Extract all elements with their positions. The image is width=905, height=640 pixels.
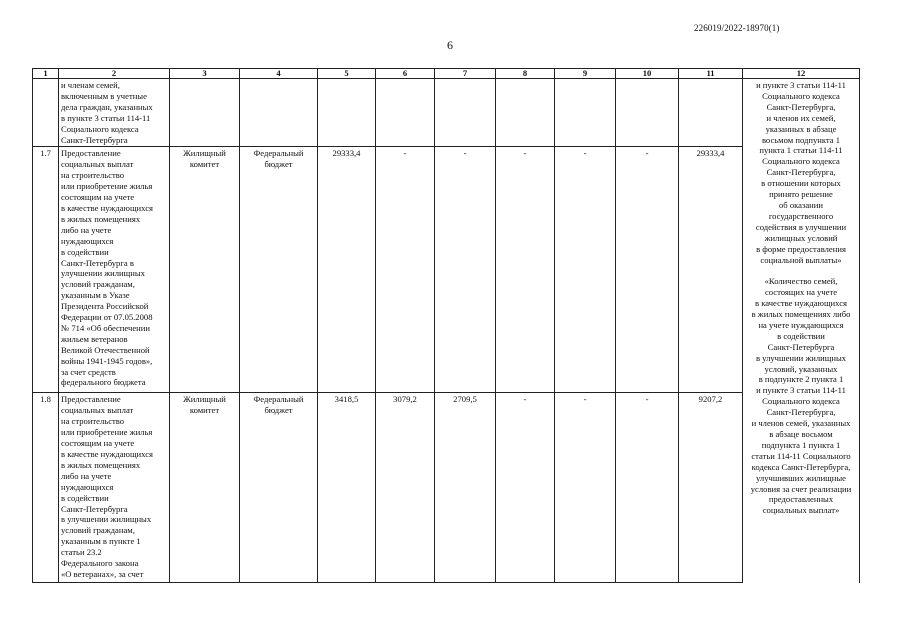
text-line: и членов их семей, bbox=[766, 112, 836, 123]
text-line: нуждающихся bbox=[61, 481, 114, 492]
text-line: войны 1941-1945 годов», bbox=[61, 355, 153, 366]
text-line: в абзаце восьмом bbox=[769, 429, 833, 439]
value-col5: 29333,4 bbox=[318, 147, 376, 393]
text-line: принято решение bbox=[769, 189, 833, 200]
text-line: за счет средств bbox=[61, 366, 116, 377]
value-col6: 3079,2 bbox=[376, 393, 435, 583]
text-line: указанным в пункте 1 bbox=[61, 536, 141, 547]
value-col9: - bbox=[555, 147, 616, 393]
text-line: на строительство bbox=[61, 416, 125, 427]
text-line: состоящим на учете bbox=[61, 192, 135, 203]
funding-source: Федеральный бюджет bbox=[240, 393, 318, 583]
column-header: 11 bbox=[679, 69, 743, 79]
indicator-description bbox=[743, 79, 860, 583]
text-line: нуждающихся bbox=[61, 235, 114, 246]
text-line: в форме предоставления bbox=[756, 243, 846, 254]
text-line: Предоставление bbox=[61, 394, 121, 405]
text-line: указанным в Указе bbox=[61, 290, 130, 301]
column-header: 3 bbox=[170, 69, 240, 79]
text-line: в жилых помещениях bbox=[61, 459, 141, 470]
text-line: об оказании bbox=[779, 199, 823, 210]
text-line: Федерации от 07.05.2008 bbox=[61, 312, 153, 323]
row-description bbox=[59, 79, 170, 147]
text-line: или приобретение жилья bbox=[61, 181, 153, 192]
column-header: 9 bbox=[555, 69, 616, 79]
value-col11: 9207,2 bbox=[679, 393, 743, 583]
text-line: на учете нуждающихся bbox=[758, 319, 844, 330]
value-col7: - bbox=[435, 147, 496, 393]
text-line: в отношении которых bbox=[761, 178, 841, 189]
text-line: дела граждан, указанных bbox=[61, 101, 153, 112]
text-line: социальных выплат bbox=[61, 159, 134, 170]
text-line: и пункте 3 статьи 114-11 bbox=[756, 80, 846, 90]
column-header: 12 bbox=[743, 69, 860, 79]
text-line: предоставленных bbox=[768, 494, 834, 505]
text-line: условий, указанных bbox=[764, 363, 838, 374]
data-table bbox=[32, 68, 860, 583]
text-line: указанных в абзаце bbox=[765, 123, 837, 134]
value-col6: - bbox=[376, 147, 435, 393]
table-row-continued bbox=[33, 79, 860, 147]
text-line: Президента Российской bbox=[61, 301, 149, 312]
empty-cell bbox=[376, 79, 435, 147]
text-line: в качестве нуждающихся bbox=[61, 202, 153, 213]
text-line: улучшивших жилищные bbox=[756, 472, 846, 483]
text-line: состоящих на учете bbox=[764, 287, 838, 298]
page-number: 6 bbox=[447, 38, 453, 52]
text-line: № 714 «Об обеспечении bbox=[61, 322, 150, 333]
funding-source: Федеральный бюджет bbox=[240, 147, 318, 393]
text-line: Санкт-Петербурга bbox=[61, 503, 128, 514]
text-line: или приобретение жилья bbox=[61, 427, 153, 438]
text-line: социальных выплат bbox=[61, 405, 134, 416]
empty-cell bbox=[555, 79, 616, 147]
text-line: Социального кодекса bbox=[61, 123, 139, 134]
text-line: Предоставление bbox=[61, 148, 121, 159]
empty-cell bbox=[616, 79, 679, 147]
text-line: Великой Отечественной bbox=[61, 344, 150, 355]
text-line: «О ветеранах», за счет bbox=[61, 568, 144, 579]
text-line: Социального кодекса bbox=[762, 156, 840, 167]
text-line: пункта 1 статьи 114-11 bbox=[759, 145, 843, 156]
value-col9: - bbox=[555, 393, 616, 583]
column-header: 8 bbox=[496, 69, 555, 79]
text-line: в пункте 3 статьи 114-11 bbox=[61, 112, 151, 123]
text-line: жильем ветеранов bbox=[61, 333, 128, 344]
text-line: Санкт-Петербурга, bbox=[766, 407, 836, 418]
empty-cell bbox=[496, 79, 555, 147]
row-number: 1.7 bbox=[33, 147, 59, 393]
text-line: в подпункте 2 пункта 1 bbox=[758, 374, 844, 385]
value-col8: - bbox=[496, 147, 555, 393]
text-line: улучшении жилищных bbox=[61, 268, 145, 279]
text-line: восьмом подпункта 1 bbox=[761, 134, 841, 145]
column-header: 5 bbox=[318, 69, 376, 79]
column-header: 1 bbox=[33, 69, 59, 79]
responsible-executor: Жилищный комитет bbox=[170, 147, 240, 393]
text-line: условий гражданам, bbox=[61, 525, 135, 536]
row-description bbox=[59, 147, 170, 393]
text-line: статьи 114-11 Социального bbox=[751, 450, 851, 461]
text-line: социальных выплат» bbox=[762, 505, 840, 516]
text-line: и членам семей, bbox=[61, 80, 120, 90]
text-line: в содействии bbox=[61, 246, 109, 257]
text-line: кодекса Санкт-Петербурга, bbox=[751, 461, 851, 472]
text-line: государственного bbox=[768, 210, 834, 221]
text-line: содействия в улучшении bbox=[755, 221, 847, 232]
text-line: и пункте 3 статьи 114-11 bbox=[756, 385, 846, 396]
value-col5: 3418,5 bbox=[318, 393, 376, 583]
table-row bbox=[33, 147, 860, 393]
table-header-row bbox=[33, 69, 860, 79]
value-col7: 2709,5 bbox=[435, 393, 496, 583]
text-line: либо на учете bbox=[61, 224, 112, 235]
empty-cell bbox=[435, 79, 496, 147]
document-id: 226019/2022-18970(1) bbox=[694, 23, 780, 33]
text-line: в улучшении жилищных bbox=[755, 352, 847, 363]
text-line bbox=[745, 265, 857, 276]
text-line: социальной выплаты» bbox=[760, 254, 842, 265]
text-line: на строительство bbox=[61, 170, 125, 181]
value-col8: - bbox=[496, 393, 555, 583]
value-col10: - bbox=[616, 393, 679, 583]
text-line: в содействии bbox=[777, 330, 825, 341]
row-description bbox=[59, 393, 170, 583]
text-line: жилищных условий bbox=[764, 232, 838, 243]
text-line: Социального кодекса bbox=[762, 90, 840, 101]
empty-cell bbox=[240, 79, 318, 147]
value-col10: - bbox=[616, 147, 679, 393]
text-line: Санкт-Петербурга bbox=[61, 134, 128, 145]
row-number: 1.8 bbox=[33, 393, 59, 583]
text-line: либо на учете bbox=[61, 470, 112, 481]
text-line: Санкт-Петербурга, bbox=[766, 101, 836, 112]
text-line: в жилых помещениях bbox=[61, 213, 141, 224]
text-line: Социального кодекса bbox=[762, 396, 840, 407]
empty-cell bbox=[679, 79, 743, 147]
empty-cell bbox=[318, 79, 376, 147]
text-line: Санкт-Петербурга bbox=[767, 341, 835, 352]
text-line: и членов семей, указанных bbox=[751, 418, 851, 429]
text-line: состоящим на учете bbox=[61, 438, 135, 449]
text-line: Санкт-Петербурга в bbox=[61, 257, 134, 268]
text-line: статьи 23.2 bbox=[61, 547, 102, 558]
row-number bbox=[33, 79, 59, 147]
text-line: в содействии bbox=[61, 492, 109, 503]
text-line: федерального бюджета bbox=[61, 377, 146, 388]
column-header: 10 bbox=[616, 69, 679, 79]
text-line: в качестве нуждающихся bbox=[755, 298, 847, 309]
text-line: в качестве нуждающихся bbox=[61, 448, 153, 459]
responsible-executor: Жилищный комитет bbox=[170, 393, 240, 583]
text-line: подпункта 1 пункта 1 bbox=[761, 439, 841, 450]
table-row bbox=[33, 393, 860, 583]
text-line: «Количество семей, bbox=[764, 276, 838, 287]
empty-cell bbox=[170, 79, 240, 147]
text-line: в жилых помещениях либо bbox=[751, 309, 851, 320]
text-line: условий гражданам, bbox=[61, 279, 135, 290]
column-header: 4 bbox=[240, 69, 318, 79]
column-header: 2 bbox=[59, 69, 170, 79]
text-line: в улучшении жилищных bbox=[61, 514, 152, 525]
value-col11: 29333,4 bbox=[679, 147, 743, 393]
column-header: 7 bbox=[435, 69, 496, 79]
text-line: условия за счет реализации bbox=[750, 483, 852, 494]
text-line: включенным в учетные bbox=[61, 90, 147, 101]
text-line: Федерального закона bbox=[61, 558, 139, 569]
column-header: 6 bbox=[376, 69, 435, 79]
text-line: Санкт-Петербурга, bbox=[766, 167, 836, 178]
